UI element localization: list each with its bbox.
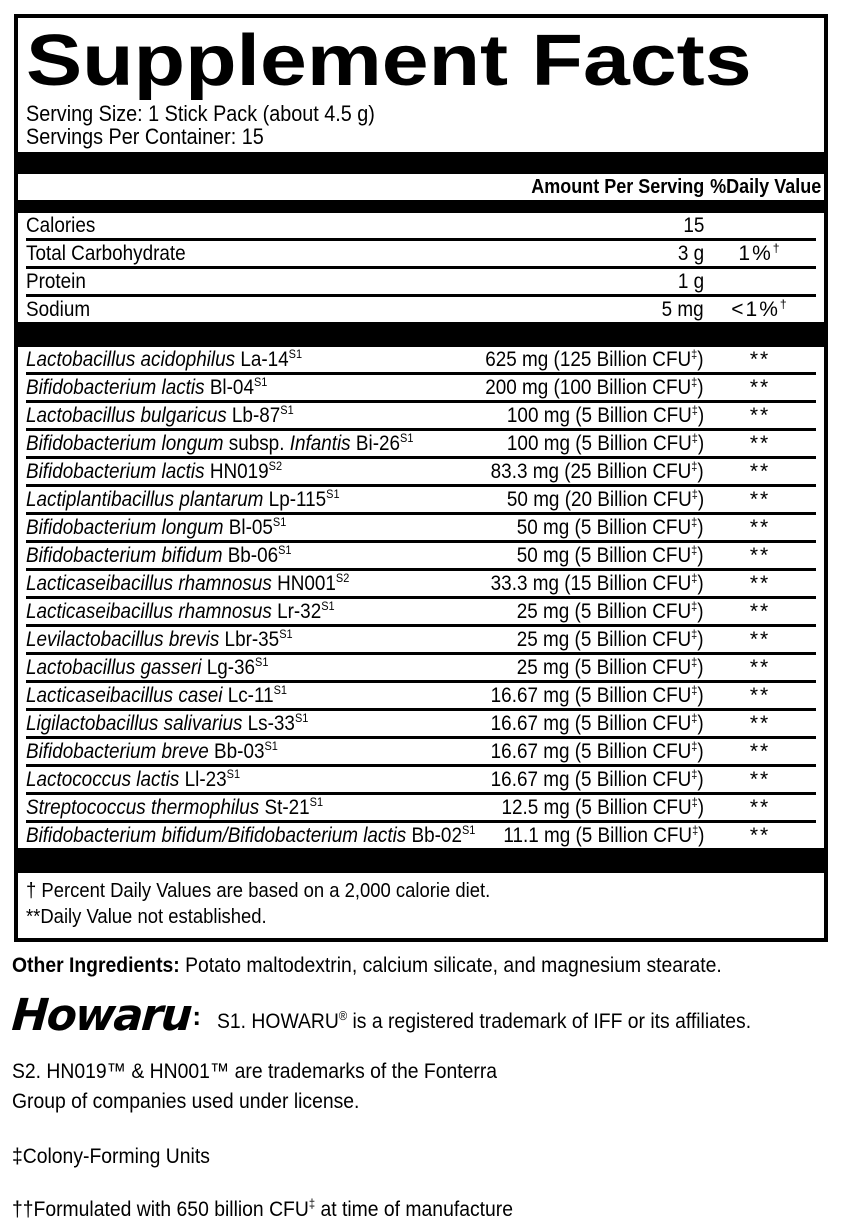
supplement-row — [26, 375, 816, 403]
howaru-logo-mark: : — [192, 1000, 202, 1031]
supplement-rows — [26, 347, 816, 848]
amount-per-serving: 50 mg (5 Billion CFU‡) — [517, 515, 704, 539]
other-ingredients — [12, 952, 842, 978]
ingredient-name: Total Carbohydrate — [26, 242, 186, 265]
ingredient-name: Lacticaseibacillus rhamnosus $HN001^{S2}$ — [26, 571, 350, 595]
amount-per-serving: 50 mg (20 Billion CFU‡) — [506, 487, 704, 511]
trademark-note-s2 — [12, 1056, 842, 1116]
supplement-facts-panel — [14, 14, 828, 942]
servings-per-container: Servings Per Container: 15 — [26, 124, 264, 149]
amount-per-serving: 16.67 mg (5 Billion CFU‡) — [490, 711, 704, 735]
ingredient-name: Ligilactobacillus salivarius $Ls-33^{S1}$ — [26, 711, 309, 735]
daily-value: ** — [749, 376, 771, 399]
footnote-daily-values: † Percent Daily Values are based on a 2,000 calorie diet. — [26, 879, 491, 902]
separator-bar-thick — [18, 152, 824, 174]
howaru-logo: Howaru — [10, 990, 193, 1041]
supplement-row — [26, 515, 816, 543]
ingredient-name: Lacticaseibacillus rhamnosus $Lr-32^{S1}$ — [26, 599, 335, 623]
daily-value: ** — [749, 404, 771, 427]
amount-per-serving: 33.3 mg (15 Billion CFU‡) — [490, 571, 704, 595]
daily-value: ** — [749, 656, 771, 679]
amount-per-serving: 16.67 mg (5 Billion CFU‡) — [490, 767, 704, 791]
howaru-logo-row — [12, 992, 842, 1040]
amount-per-serving: 25 mg (5 Billion CFU‡) — [517, 627, 704, 651]
ingredient-name: Calories — [26, 214, 96, 237]
separator-bar-footnotes — [18, 848, 824, 873]
trademark-note-s2-line2: Group of companies used under license. — [12, 1089, 360, 1113]
supplement-row — [26, 711, 816, 739]
amount-per-serving: 100 mg (5 Billion CFU‡) — [506, 403, 704, 427]
supplement-row — [26, 739, 816, 767]
daily-value: 1%† — [738, 241, 782, 265]
amount-per-serving: 200 mg (100 Billion CFU‡) — [485, 375, 704, 399]
daily-value: ** — [749, 600, 771, 623]
supplement-row — [26, 767, 816, 795]
ingredient-name: Sodium — [26, 298, 91, 321]
ingredient-name: Lacticaseibacillus casei $Lc-11^{S1}$ — [26, 683, 287, 707]
column-header-amount: Amount Per Serving — [530, 175, 704, 198]
trademark-note-s2-line1: S2. HN019™ & HN001™ are trademarks of the Fonterra — [12, 1059, 498, 1083]
column-header-row — [26, 174, 822, 200]
amount-per-serving: 12.5 mg (5 Billion CFU‡) — [501, 795, 704, 819]
amount-per-serving: 83.3 mg (25 Billion CFU‡) — [490, 459, 704, 483]
supplement-row — [26, 683, 816, 711]
ingredient-name: Lactococcus lactis $Ll-23^{S1}$ — [26, 767, 241, 791]
below-panel — [12, 952, 842, 1222]
supplement-row — [26, 599, 816, 627]
daily-value: <1%† — [731, 297, 789, 321]
ingredient-name: Bifidobacterium lactis $Bl-04^{S1}$ — [26, 375, 268, 399]
ingredient-name: Streptococcus thermophilus $St-21^{S1}$ — [26, 795, 324, 819]
supplement-row — [26, 487, 816, 515]
amount-per-serving: 25 mg (5 Billion CFU‡) — [517, 599, 704, 623]
nutrient-row — [26, 213, 816, 241]
ingredient-name: Lactobacillus bulgaricus $Lb-87^{S1}$ — [26, 403, 294, 427]
amount-per-serving: 16.67 mg (5 Billion CFU‡) — [490, 739, 704, 763]
separator-bar-thin — [18, 200, 824, 213]
formulated-cfu-note: ††Formulated with 650 billion CFU‡ at time of manufacture — [12, 1196, 513, 1221]
daily-value: ** — [749, 796, 771, 819]
daily-value: ** — [749, 544, 771, 567]
supplement-row — [26, 431, 816, 459]
ingredient-name: Lactobacillus acidophilus $La-14^{S1}$ — [26, 347, 303, 371]
daily-value: ** — [749, 824, 771, 847]
supplement-row — [26, 823, 816, 848]
supplement-row — [26, 627, 816, 655]
footnote-dv-not-established: **Daily Value not established. — [26, 905, 267, 928]
ingredient-name: Bifidobacterium breve $Bb-03^{S1}$ — [26, 739, 278, 763]
supplement-row — [26, 459, 816, 487]
supplement-row — [26, 347, 816, 375]
daily-value: ** — [749, 348, 771, 371]
daily-value: ** — [749, 460, 771, 483]
amount-per-serving: 625 mg (125 Billion CFU‡) — [485, 347, 704, 371]
amount-per-serving: 5 mg — [661, 298, 704, 321]
ingredient-name: Lactiplantibacillus plantarum $Lp-115^{S1}$ — [26, 487, 340, 511]
ingredient-name: Bifidobacterium bifidum $Bb-06^{S1}$ — [26, 543, 292, 567]
ingredient-name: Bifidobacterium longum $Bl-05^{S1}$ — [26, 515, 287, 539]
footnotes — [26, 873, 816, 938]
trademark-note-s1: S1. HOWARU® is a registered trademark of IFF or its affiliates. — [217, 1008, 752, 1033]
nutrient-rows — [26, 213, 816, 322]
ingredient-name: Protein — [26, 270, 86, 293]
daily-value: ** — [749, 516, 771, 539]
daily-value: ** — [749, 740, 771, 763]
nutrient-row — [26, 241, 816, 269]
daily-value: ** — [749, 488, 771, 511]
ingredient-name: Bifidobacterium longum subsp. Infantis $Bi-26^{S1}$ — [26, 431, 414, 455]
column-header-daily-value: %Daily Value — [710, 175, 822, 198]
panel-title-wrap — [26, 18, 816, 102]
ingredient-name: Levilactobacillus brevis Lbr-$35^{S1}$ — [26, 627, 293, 651]
amount-per-serving: 15 — [682, 214, 704, 237]
daily-value: ** — [749, 432, 771, 455]
amount-per-serving: 16.67 mg (5 Billion CFU‡) — [490, 683, 704, 707]
nutrient-row — [26, 269, 816, 297]
daily-value: ** — [749, 712, 771, 735]
nutrient-row — [26, 297, 816, 322]
amount-per-serving: 50 mg (5 Billion CFU‡) — [517, 543, 704, 567]
other-ingredients-label: Other Ingredients: — [12, 953, 180, 977]
daily-value: ** — [749, 572, 771, 595]
amount-per-serving: 100 mg (5 Billion CFU‡) — [506, 431, 704, 455]
supplement-row — [26, 571, 816, 599]
amount-per-serving: 1 g — [677, 270, 704, 293]
serving-size: Serving Size: 1 Stick Pack (about 4.5 g) — [26, 101, 375, 126]
ingredient-name: Lactobacillus gasseri $Lg-36^{S1}$ — [26, 655, 269, 679]
ingredient-name: Bifidobacterium bifidum/Bifidobacterium lactis $Bb-02^{S1}$ — [26, 823, 476, 847]
amount-per-serving: 3 g — [677, 242, 704, 265]
panel-title: Supplement Facts — [26, 21, 752, 101]
daily-value: ** — [749, 684, 771, 707]
amount-per-serving: 25 mg (5 Billion CFU‡) — [517, 655, 704, 679]
daily-value: ** — [749, 628, 771, 651]
other-ingredients-text: Potato maltodextrin, calcium silicate, and magnesium stearate. — [179, 953, 722, 977]
daily-value: ** — [749, 768, 771, 791]
separator-bar-probiotics — [18, 322, 824, 347]
supplement-row — [26, 403, 816, 431]
ingredient-name: Bifidobacterium lactis $HN019^{S2}$ — [26, 459, 283, 483]
cfu-definition-note: ‡Colony-Forming Units — [12, 1144, 210, 1168]
amount-per-serving: 11.1 mg (5 Billion CFU‡) — [502, 823, 704, 847]
supplement-row — [26, 655, 816, 683]
supplement-row — [26, 795, 816, 823]
supplement-row — [26, 543, 816, 571]
